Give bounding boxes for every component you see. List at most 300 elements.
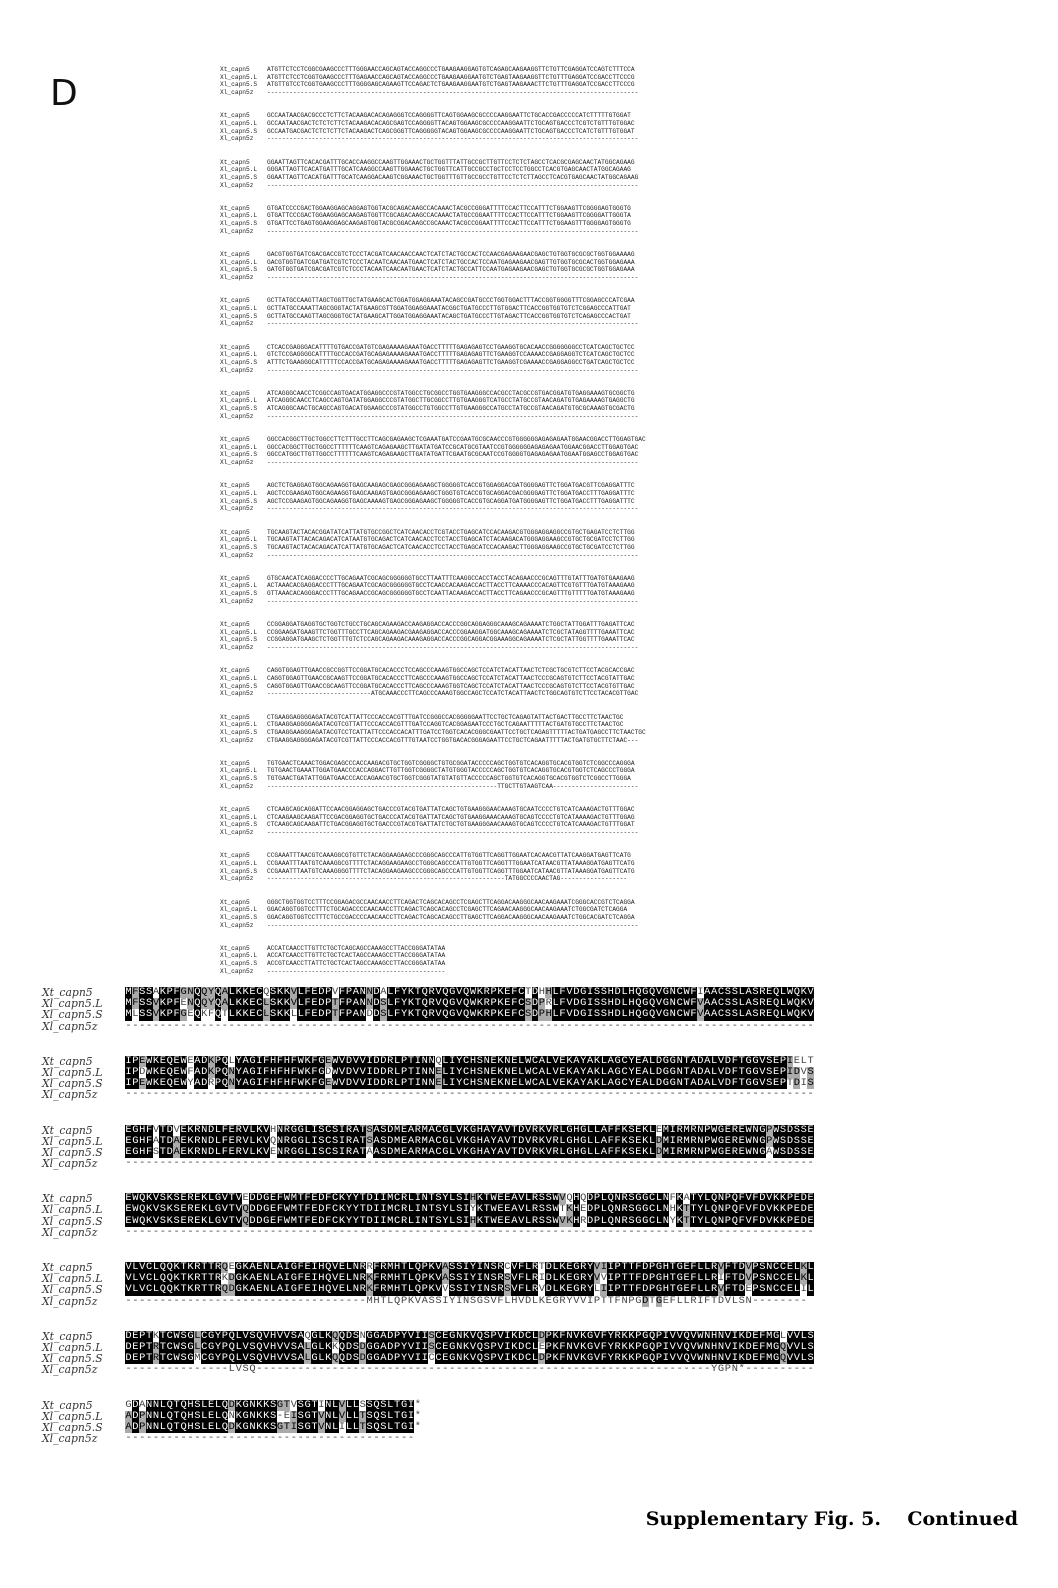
residue: F — [173, 997, 180, 1010]
residue: Y — [345, 1192, 353, 1205]
nucleotide-sequence: ---------------------------------------------------------------------------------------------------- — [267, 227, 639, 235]
residue: Y — [400, 997, 408, 1010]
residue: I — [662, 1352, 670, 1365]
residue: S — [352, 1329, 359, 1342]
residue: - — [711, 1225, 718, 1238]
residue: - — [173, 1088, 180, 1101]
residue: V — [573, 1352, 580, 1365]
residue: S — [793, 1134, 800, 1147]
residue: L — [208, 1203, 215, 1216]
residue: - — [580, 1363, 587, 1376]
residue: L — [593, 1145, 601, 1158]
residue: - — [366, 1363, 373, 1376]
residue: V — [724, 1340, 732, 1353]
residue: - — [332, 1019, 339, 1032]
residue: S — [490, 1272, 497, 1285]
residue: K — [173, 1272, 180, 1285]
residue: D — [359, 1352, 366, 1365]
residue: T — [400, 1261, 408, 1273]
residue: W — [297, 1077, 304, 1090]
residue: A — [538, 1054, 545, 1067]
residue: K — [676, 1203, 683, 1216]
residue: L — [779, 997, 787, 1010]
residue: W — [552, 1192, 559, 1205]
residue: - — [552, 1225, 559, 1238]
residue: E — [766, 1008, 773, 1021]
residue: P — [614, 1283, 621, 1296]
residue: P — [614, 1272, 621, 1285]
residue: L — [531, 1352, 539, 1365]
residue: N — [566, 1340, 573, 1353]
nucleotide-block — [220, 760, 720, 791]
residue: W — [697, 1352, 704, 1365]
residue: V — [338, 1054, 346, 1067]
residue: - — [738, 1225, 745, 1238]
residue: Q — [194, 1008, 201, 1021]
nucleotide-row — [220, 490, 720, 498]
residue: - — [318, 1432, 325, 1445]
residue: P — [752, 1283, 759, 1296]
residue: F — [394, 997, 401, 1010]
residue: H — [607, 1008, 614, 1021]
residue: - — [704, 1157, 711, 1170]
residue: - — [773, 1294, 780, 1307]
residue: K — [283, 986, 291, 998]
residue: D — [249, 1203, 256, 1216]
residue: E — [752, 1340, 759, 1353]
residue: - — [614, 1363, 621, 1376]
residue: - — [152, 1225, 160, 1238]
residue: P — [139, 1420, 146, 1433]
residue: G — [208, 1340, 215, 1353]
residue: Q — [773, 986, 780, 998]
sequence-name: Xl_capn5z — [220, 181, 254, 189]
residue: V — [152, 1203, 160, 1216]
residue: W — [132, 1214, 139, 1227]
nucleotide-sequence: CCGAAATTTAATGTCAAAGGCGTTTTCTACAGGAAGAAGCCTGGGCAGCCCATTGTGGTTCAGGTTTGGAATCATAACGTTATAAAGGATGAGTTCATG — [267, 859, 635, 867]
residue: - — [256, 1432, 263, 1445]
nucleotide-sequence: CCGGAGGATGAAGCTCTGGTTTGTCTCCAGCAGAAGACAAAGAGGACCACCCGGCAGGACGGAAAGGCAGAAAATCTCGCTATTGGTTTTGAAATTCAC — [267, 636, 635, 644]
residue: - — [518, 1019, 525, 1032]
residue: - — [159, 1294, 167, 1307]
residue: H — [628, 986, 635, 998]
residue: S — [779, 1145, 787, 1158]
residue: - — [462, 1225, 470, 1238]
residue: I — [414, 1214, 421, 1227]
residue: Q — [607, 1203, 614, 1216]
residue: T — [690, 1203, 697, 1216]
residue: G — [773, 1329, 780, 1342]
residue: R — [235, 1134, 242, 1147]
residue: N — [731, 1363, 738, 1376]
residue: S — [807, 1077, 814, 1090]
residue: K — [145, 1192, 153, 1205]
residue: G — [400, 1420, 408, 1433]
residue: - — [387, 1088, 394, 1101]
residue: L — [228, 1363, 235, 1376]
residue: R — [428, 997, 435, 1010]
nucleotide-block — [220, 297, 720, 328]
residue: W — [173, 1352, 180, 1365]
residue: P — [724, 1363, 732, 1376]
residue: G — [263, 1203, 270, 1216]
residue: V — [511, 1283, 518, 1296]
residue: L — [738, 997, 745, 1010]
residue: D — [655, 1145, 663, 1158]
residue: K — [773, 1192, 780, 1205]
residue: W — [552, 1203, 559, 1216]
residue: L — [387, 1398, 394, 1411]
residue: L — [345, 1409, 353, 1422]
protein-row — [42, 1364, 872, 1375]
residue: F — [297, 1272, 304, 1285]
residue: K — [497, 1065, 504, 1078]
residue: D — [738, 1283, 745, 1296]
residue: D — [518, 1123, 525, 1136]
residue: E — [338, 1283, 346, 1296]
residue: P — [704, 1134, 711, 1147]
residue: A — [573, 1077, 580, 1090]
residue: V — [125, 1283, 132, 1296]
residue: K — [407, 1008, 415, 1021]
residue: D — [208, 1123, 215, 1136]
sequence-name: Xl_capn5z — [220, 967, 254, 975]
residue: Q — [180, 1420, 187, 1433]
residue: - — [497, 1225, 504, 1238]
residue: V — [724, 1329, 732, 1342]
residue: - — [462, 1019, 470, 1032]
residue: L — [600, 1192, 608, 1205]
residue: A — [586, 1054, 594, 1067]
residue: G — [297, 1134, 304, 1147]
residue: G — [586, 1340, 594, 1353]
residue: L — [524, 1203, 532, 1216]
sequence-name: Xt_capn5 — [42, 1054, 93, 1068]
residue: M — [662, 1134, 670, 1147]
residue: D — [724, 1065, 732, 1078]
residue: L — [214, 1145, 222, 1158]
residue: - — [400, 1225, 408, 1238]
residue: I — [504, 1340, 511, 1353]
residue: E — [194, 1203, 201, 1216]
residue: - — [773, 1019, 780, 1032]
residue: S — [456, 1283, 463, 1296]
residue: H — [318, 1283, 325, 1296]
residue: S — [456, 1203, 463, 1216]
residue: - — [304, 1225, 311, 1238]
residue: - — [531, 1363, 539, 1376]
residue: - — [786, 1019, 794, 1032]
residue: Q — [180, 1409, 187, 1422]
residue: T — [731, 1283, 738, 1296]
residue: E — [511, 1054, 518, 1067]
sequence-name: Xl_capn5.S — [220, 173, 258, 181]
residue: G — [469, 1134, 477, 1147]
protein-sequence — [125, 1009, 814, 1020]
residue: C — [779, 1283, 787, 1296]
nucleotide-row — [220, 667, 720, 675]
nucleotide-row — [220, 636, 720, 644]
residue: C — [531, 1054, 539, 1067]
residue: K — [462, 1145, 470, 1158]
residue: P — [325, 997, 332, 1010]
protein-sequence — [125, 1227, 814, 1238]
residue: - — [435, 1225, 442, 1238]
residue: E — [442, 1352, 449, 1365]
residue: R — [194, 1283, 201, 1296]
residue: - — [793, 1019, 800, 1032]
residue: - — [524, 1088, 532, 1101]
residue: K — [152, 1065, 160, 1078]
residue: S — [456, 1214, 463, 1227]
residue: - — [173, 1294, 180, 1307]
nucleotide-row — [220, 112, 720, 120]
residue: Y — [580, 1054, 587, 1067]
residue: F — [394, 1008, 401, 1021]
residue: - — [132, 1019, 139, 1032]
residue: - — [552, 1088, 559, 1101]
residue: E — [180, 997, 187, 1010]
residue: S — [380, 1409, 387, 1422]
residue: V — [152, 1192, 160, 1205]
residue: S — [290, 1352, 297, 1365]
residue: V — [125, 1272, 132, 1285]
residue: F — [600, 1329, 608, 1342]
residue: - — [166, 1225, 173, 1238]
residue: E — [745, 1283, 752, 1296]
residue: A — [538, 1065, 545, 1078]
nucleotide-sequence: AGCTCCGAAGAGTGGCAGAAGGTGAGCAAGAGTGAGCGGGAGAAGCTGGGTGTCACCGTGCAGGACGACGGGGAGTTCTGGATGACCTTTGAGGATTTC — [267, 489, 635, 497]
residue: G — [669, 1065, 676, 1078]
residue: - — [711, 1019, 718, 1032]
residue: K — [152, 1077, 160, 1090]
residue: N — [717, 1203, 725, 1216]
residue: H — [270, 1352, 277, 1365]
residue: - — [779, 1019, 787, 1032]
residue: - — [166, 1088, 173, 1101]
residue: D — [759, 1214, 766, 1227]
residue: - — [635, 1225, 642, 1238]
residue: I — [462, 1214, 470, 1227]
residue: - — [194, 1157, 201, 1170]
residue: A — [194, 1065, 201, 1078]
residue: N — [483, 1065, 490, 1078]
residue: C — [773, 1272, 780, 1285]
residue: L — [214, 1420, 222, 1433]
residue: V — [518, 1192, 525, 1205]
residue: - — [125, 1432, 132, 1445]
residue: S — [807, 1065, 814, 1078]
residue: - — [221, 1363, 229, 1376]
residue: R — [531, 1134, 539, 1147]
residue: - — [738, 1088, 745, 1101]
residue: H — [662, 1272, 670, 1285]
sequence-name: Xl_capn5.S — [220, 867, 258, 875]
residue: - — [332, 1432, 339, 1445]
residue: - — [318, 1363, 325, 1376]
residue: S — [800, 1145, 807, 1158]
residue: S — [435, 1203, 442, 1216]
nucleotide-sequence: TGTGAACTCAAACTGGACGAGCCCACCAAGACGTGCTGGTCGGGGCTGTGCGGATACCCCCAGCTGGTGTCACAGGTGCACGTGGTCTCGGCCCAGGGA — [267, 759, 635, 767]
residue: T — [208, 1272, 215, 1285]
residue: M — [387, 1272, 394, 1285]
residue: L — [518, 1054, 525, 1067]
residue: - — [338, 1294, 346, 1307]
residue: W — [773, 1145, 780, 1158]
residue: I — [380, 1192, 387, 1205]
nucleotide-row — [220, 760, 720, 768]
residue: E — [807, 1192, 814, 1205]
residue: V — [593, 1272, 601, 1285]
residue: G — [573, 1261, 580, 1273]
residue: P — [614, 1261, 621, 1273]
residue: V — [235, 1214, 242, 1227]
residue: K — [779, 1192, 787, 1205]
residue: N — [662, 1192, 670, 1205]
residue: Q — [414, 1272, 421, 1285]
residue: - — [214, 1363, 222, 1376]
residue: G — [132, 1145, 139, 1158]
residue: R — [731, 1134, 738, 1147]
residue: D — [759, 1192, 766, 1205]
residue: S — [152, 1145, 160, 1158]
residue: R — [531, 1214, 539, 1227]
residue: T — [511, 1123, 518, 1136]
residue: V — [545, 1123, 552, 1136]
residue: - — [373, 1088, 380, 1101]
residue: L — [524, 1214, 532, 1227]
residue: - — [359, 1294, 366, 1307]
residue: - — [359, 1157, 366, 1170]
residue: K — [242, 1008, 249, 1021]
nucleotide-row — [220, 675, 720, 683]
residue: F — [276, 1214, 284, 1227]
residue: P — [490, 1008, 497, 1021]
residue: P — [394, 1340, 401, 1353]
nucleotide-sequence: ATGTTGTCCTCGGTGAAGCCCTTTGGGGAGCAGAAGTTCCAGACTCTGAAGAAGGAATGTCTGAGTAAGAAACTTCTGTTTGAGGATCCGACCTTCCCG — [267, 81, 635, 89]
residue: - — [690, 1088, 697, 1101]
residue: R — [552, 1123, 559, 1136]
residue: V — [807, 997, 814, 1010]
residue: S — [490, 1283, 497, 1296]
residue: V — [566, 986, 573, 998]
residue: - — [214, 1294, 222, 1307]
residue: - — [338, 1019, 346, 1032]
residue: L — [152, 1261, 160, 1273]
residue: V — [745, 1261, 752, 1273]
residue: - — [793, 1294, 800, 1307]
residue: - — [304, 1363, 311, 1376]
residue: G — [318, 1054, 325, 1067]
residue: D — [614, 1008, 621, 1021]
residue: - — [462, 1088, 470, 1101]
sequence-name: Xt_capn5 — [42, 1329, 93, 1343]
residue: - — [256, 1225, 263, 1238]
residue: - — [263, 1294, 270, 1307]
protein-block — [42, 1056, 872, 1101]
residue: S — [380, 1398, 387, 1411]
residue: V — [593, 1340, 601, 1353]
residue: S — [766, 1054, 773, 1067]
residue: G — [752, 1077, 759, 1090]
residue: N — [428, 1054, 435, 1067]
residue: D — [793, 1065, 800, 1078]
residue: - — [276, 1363, 284, 1376]
residue: - — [614, 1019, 621, 1032]
residue: E — [338, 1261, 346, 1273]
residue: I — [414, 1340, 421, 1353]
residue: - — [400, 1363, 408, 1376]
residue: E — [793, 1054, 800, 1067]
residue: - — [600, 1363, 608, 1376]
sequence-name: Xl_capn5z — [42, 1432, 98, 1446]
nucleotide-row — [220, 875, 720, 883]
residue: - — [559, 1019, 566, 1032]
residue: - — [249, 1432, 256, 1445]
nucleotide-sequence: CCGGAGGATGAGGTGCTGGTCTGCCTGCAGCAGAAGACCAAGAGGACCACCCGGCAGGAGGGCAAAGCAGAAAATCTGGCTATTGGATTTGAGATTCAC — [267, 621, 635, 628]
residue: P — [649, 1283, 656, 1296]
residue: P — [166, 1008, 173, 1021]
nucleotide-sequence: ATGTTCTCCTCGGTGAAGCCCTTTGAGAACCAGCAGTACCAGGCCCTGAAGAAGGAATGTCTGAGTAAGAAGGTTCTGTTTGAGGATCCGACCTTCCCG — [267, 73, 635, 81]
residue: F — [614, 1123, 621, 1136]
residue: N — [669, 1008, 676, 1021]
residue: D — [201, 1077, 208, 1090]
nucleotide-row — [220, 174, 720, 182]
residue: V — [235, 1363, 242, 1376]
residue: F — [690, 1283, 697, 1296]
residue: Q — [263, 986, 270, 998]
residue: - — [180, 1363, 187, 1376]
residue: - — [221, 1432, 229, 1445]
residue: M — [683, 1123, 690, 1136]
residue: C — [524, 1329, 532, 1342]
residue: H — [573, 1203, 580, 1216]
residue: D — [318, 986, 325, 998]
residue: D — [786, 1134, 794, 1147]
residue: G — [580, 1134, 587, 1147]
residue: F — [518, 1272, 525, 1285]
residue: L — [352, 1398, 359, 1411]
residue: K — [476, 986, 483, 998]
residue: N — [263, 1261, 270, 1273]
sequence-name: Xl_capn5z — [220, 412, 254, 420]
residue: I — [697, 986, 704, 998]
residue: L — [531, 1329, 539, 1342]
residue: - — [228, 1157, 235, 1170]
residue: L — [711, 1077, 718, 1090]
residue: V — [435, 1272, 442, 1285]
residue: E — [325, 1054, 332, 1067]
residue: G — [614, 1077, 621, 1090]
residue: E — [752, 1329, 759, 1342]
residue: K — [256, 1123, 263, 1136]
residue: N — [745, 1294, 752, 1307]
residue: Q — [242, 1214, 249, 1227]
residue: T — [683, 1214, 690, 1227]
residue: G — [304, 1398, 311, 1411]
residue: V — [242, 1134, 249, 1147]
residue: L — [407, 1192, 415, 1205]
residue: E — [766, 997, 773, 1010]
residue: S — [380, 1008, 387, 1021]
residue: V — [566, 1008, 573, 1021]
residue: E — [338, 1272, 346, 1285]
residue: P — [628, 1294, 635, 1307]
nucleotide-sequence: CTGAAGGAGGGGAGATACGTCGTTATTCCCACCACGTTTGATCCAGGTCACGGAGAATCCCTGCTCAGAATTTTTACTGATGTGCCTTCTAACTGC — [267, 721, 624, 729]
residue: V — [793, 1340, 800, 1353]
residue: S — [249, 1340, 256, 1353]
nucleotide-sequence: GTCTCCGAGGGGCATTTTGCCACCGATGCAGAGAAAAGAAATGACCTTTTTGAGAGAGTTCTGAAGGTCCAAAACCGAGGAGGTCTCATCAGCTGCTCC — [267, 351, 635, 359]
